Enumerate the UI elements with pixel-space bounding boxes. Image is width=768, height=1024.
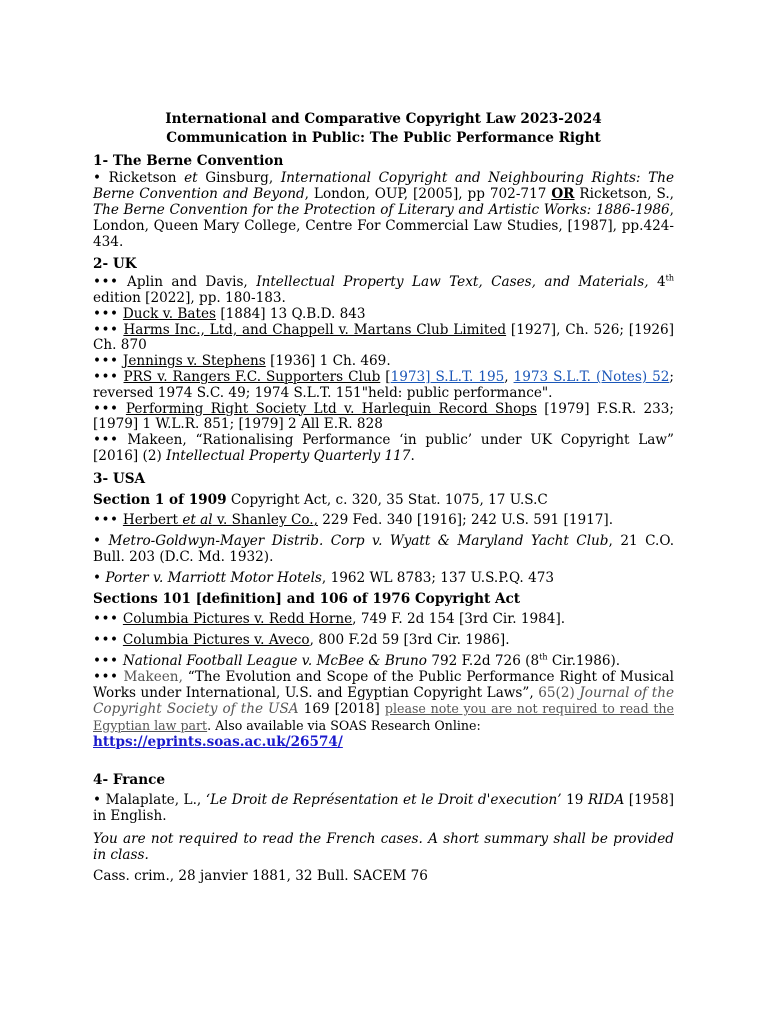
document-title: International and Comparative Copyright Law 2023-2024 (165, 111, 602, 127)
bullet-icon: • (93, 533, 102, 550)
bullet-icon: ••• (93, 668, 119, 685)
bullet-icon: • (93, 792, 102, 809)
usa-sections-101-106: Sections 101 [definition] and 106 of 1976 Copyright Act (93, 590, 521, 607)
bullet-icon: ••• (93, 512, 119, 529)
france-cass-crim: Cass. crim., 28 janvier 1881, 32 Bull. SACEM 76 (93, 867, 428, 884)
usa-porter-v-marriott: • Porter v. Marriott Motor Hotels, 1962 WL 8783; 137 U.S.P.Q. 473 (93, 569, 555, 586)
usa-soas-link-row (93, 735, 674, 751)
heading-berne: 1- The Berne Convention (93, 152, 284, 169)
uk-aplin-davis: ••• Aplin and Davis, Intellectual Property Law Text, Cases, and Materials, 4th edition [2022], pp. 180-183. (93, 273, 674, 306)
bullet-icon: ••• (93, 368, 119, 385)
heading-usa: 3- USA (93, 470, 146, 487)
bullet-icon: ••• (93, 305, 119, 322)
uk-duck-v-bates: ••• Duck v. Bates [1884] 13 Q.B.D. 843 (93, 305, 366, 322)
bullet-icon: ••• (93, 611, 119, 628)
bullet-icon: ••• (93, 400, 119, 417)
soas-eprints-link[interactable]: https://eprints.soas.ac.uk/26574/ (93, 733, 343, 750)
uk-harms-v-martans: ••• Harms Inc., Ltd, and Chappell v. Martans Club Limited [1927], Ch. 526; [1926] Ch. 870 (93, 321, 674, 354)
usa-mgm-v-wyatt: • Metro-Goldwyn-Mayer Distrib. Corp v. Wyatt & Maryland Yacht Club, 21 C.O. Bull. 203 (D.C. Md. 1932). (93, 533, 675, 565)
bullet-icon: ••• (93, 632, 119, 649)
usa-makeen-article: ••• Makeen, “The Evolution and Scope of the Public Performance Right of Musical Works under International, U.S. and Egyptian Copyright Laws”, 65(2) Journal of the Copyright Society of the USA 169 [2018] please note you are not required to read the Egyptian law part. Also available via SOAS Research Online: (93, 668, 675, 734)
france-note: You are not required to read the French cases. A short summary shall be provided in class. (93, 831, 674, 863)
usa-section-1-1909: Section 1 of 1909 Copyright Act, c. 320, 35 Stat. 1075, 17 U.S.C (93, 491, 548, 508)
usa-columbia-v-aveco: ••• Columbia Pictures v. Aveco, 800 F.2d 59 [3rd Cir. 1986]. (93, 632, 510, 649)
bullet-icon: • (93, 569, 102, 586)
uk-jennings-v-stephens: ••• Jennings v. Stephens [1936] 1 Ch. 469. (93, 353, 391, 370)
bullet-icon: ••• (93, 652, 119, 669)
slt-1973-195-link[interactable]: 1973] S.L.T. 195 (390, 368, 505, 385)
document-subtitle: Communication in Public: The Public Performance Right (166, 129, 601, 146)
bullet-icon: ••• (93, 353, 119, 370)
bullet-icon: ••• (93, 432, 119, 449)
berne-reference: • Ricketson et Ginsburg, International Copyright and Neighbouring Rights: The Berne Convention and Beyond, London, OUP, [2005], pp 702-717 OR Ricketson, S., The Berne Convention for the Protection of Literary and Artistic Works: 1886-1986, London, Queen Mary College, Centre For Commercial Law Studies, [1987], pp.424-434. (93, 170, 674, 250)
usa-nfl-v-mcbee: ••• National Football League v. McBee & Bruno 792 F.2d 726 (8th Cir.1986). (93, 652, 621, 669)
france-malaplate: • Malaplate, L., ‘Le Droit de Représentation et le Droit d'execution’ 19 RIDA [1958] in English. (93, 792, 674, 825)
uk-prs-v-harlequin: ••• Performing Right Society Ltd v. Harlequin Record Shops [1979] F.S.R. 233; [1979] 1 W.L.R. 851; [1979] 2 All E.R. 828 (93, 400, 674, 433)
bullet-icon: ••• (93, 321, 119, 338)
bullet-icon: ••• (93, 274, 119, 291)
usa-herbert-v-shanley: ••• Herbert et al v. Shanley Co., 229 Fed. 340 [1916]; 242 U.S. 591 [1917]. (93, 512, 614, 529)
document-page (93, 112, 674, 884)
uk-makeen-article: ••• Makeen, “Rationalising Performance ‘in public’ under UK Copyright Law” [2016] (2) Intellectual Property Quarterly 117. (93, 432, 674, 464)
heading-uk: 2- UK (93, 256, 137, 273)
bullet-icon: • (93, 170, 102, 187)
slt-1973-notes-52-link[interactable]: 1973 S.L.T. (Notes) 52 (513, 368, 670, 385)
usa-columbia-v-redd-horne: ••• Columbia Pictures v. Redd Horne, 749 F. 2d 154 [3rd Cir. 1984]. (93, 611, 566, 628)
heading-france: 4- France (93, 771, 166, 788)
uk-prs-v-rangers: ••• PRS v. Rangers F.C. Supporters Club [1973] S.L.T. 195, 1973 S.L.T. (Notes) 52; reversed 1974 S.C. 49; 1974 S.L.T. 151"held: public performance". (93, 368, 674, 401)
